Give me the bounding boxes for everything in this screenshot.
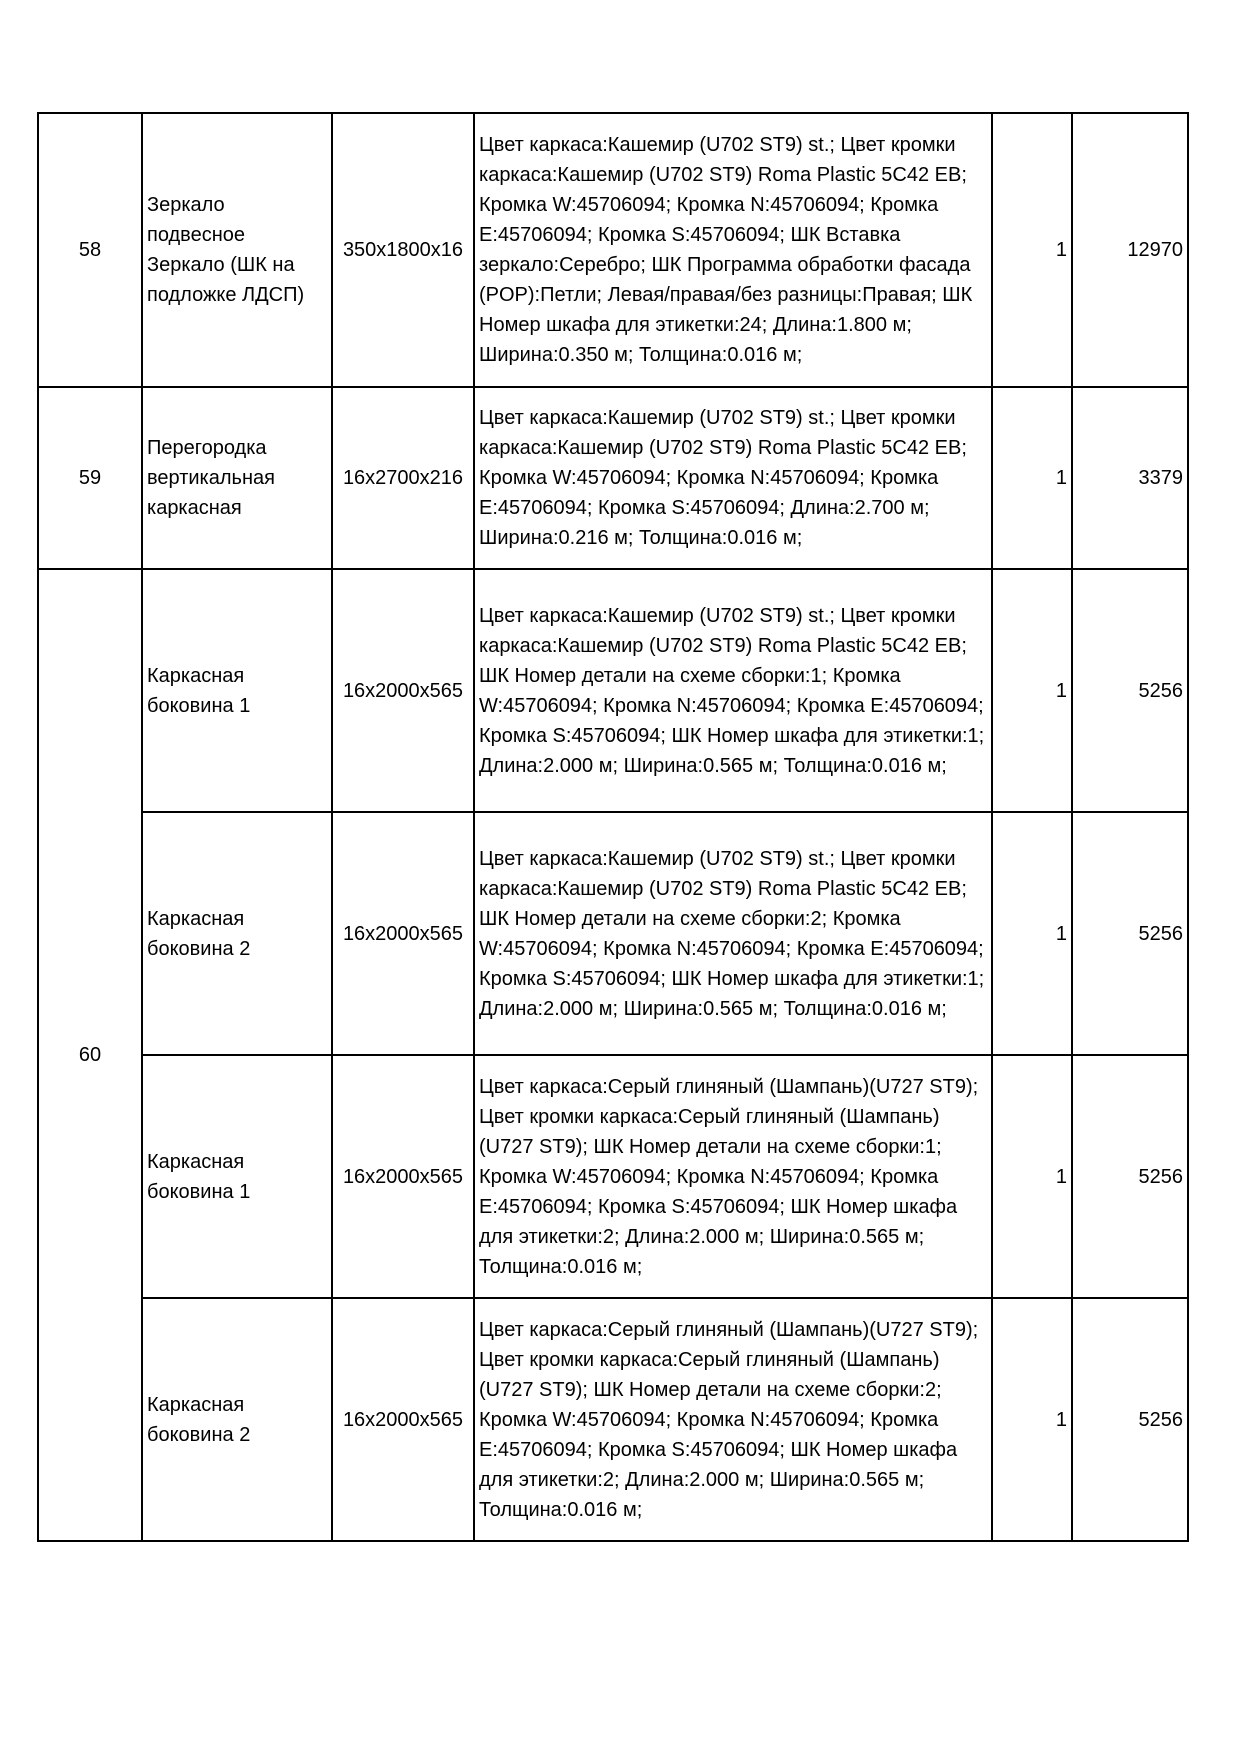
item-name: Каркасная боковина 2 bbox=[142, 1298, 332, 1541]
table-row bbox=[38, 812, 1188, 1055]
item-quantity: 1 bbox=[992, 569, 1072, 812]
item-price: 5256 bbox=[1072, 569, 1188, 812]
item-description: Цвет каркаса:Кашемир (U702 ST9) st.; Цвет кромки каркаса:Кашемир (U702 ST9) Roma Plastic 5C42 EB; ШК Номер детали на схеме сборки:2; Кромка W:45706094; Кромка N:45706094; Кромка E:45706094; Кромка S:45706094; ШК Номер шкафа для этикетки:1; Длина:2.000 м; Ширина:0.565 м; Толщина:0.016 м; bbox=[474, 812, 992, 1055]
table-row bbox=[38, 387, 1188, 569]
item-name: Перегородка вертикальная каркасная bbox=[142, 387, 332, 569]
table-row bbox=[38, 569, 1188, 812]
specification-table bbox=[37, 112, 1189, 1542]
item-name: Каркасная боковина 1 bbox=[142, 1055, 332, 1298]
item-number: 59 bbox=[38, 387, 142, 569]
item-quantity: 1 bbox=[992, 812, 1072, 1055]
item-description: Цвет каркаса:Серый глиняный (Шампань)(U727 ST9); Цвет кромки каркаса:Серый глиняный (Шампань)(U727 ST9); ШК Номер детали на схеме сборки:2; Кромка W:45706094; Кромка N:45706094; Кромка E:45706094; Кромка S:45706094; ШК Номер шкафа для этикетки:2; Длина:2.000 м; Ширина:0.565 м; Толщина:0.016 м; bbox=[474, 1298, 992, 1541]
item-price: 12970 bbox=[1072, 113, 1188, 387]
item-name: Каркасная боковина 2 bbox=[142, 812, 332, 1055]
item-name: Зеркало подвесное Зеркало (ШК на подложке ЛДСП) bbox=[142, 113, 332, 387]
item-quantity: 1 bbox=[992, 387, 1072, 569]
table-row bbox=[38, 1055, 1188, 1298]
item-number: 60 bbox=[38, 569, 142, 1541]
item-description: Цвет каркаса:Кашемир (U702 ST9) st.; Цвет кромки каркаса:Кашемир (U702 ST9) Roma Plastic 5C42 EB; Кромка W:45706094; Кромка N:45706094; Кромка E:45706094; Кромка S:45706094; ШК Вставка зеркало:Серебро; ШК Программа обработки фасада (POP):Петли; Левая/правая/без разницы:Правая; ШК Номер шкафа для этикетки:24; Длина:1.800 м; Ширина:0.350 м; Толщина:0.016 м; bbox=[474, 113, 992, 387]
item-quantity: 1 bbox=[992, 1298, 1072, 1541]
item-price: 5256 bbox=[1072, 812, 1188, 1055]
item-description: Цвет каркаса:Серый глиняный (Шампань)(U727 ST9); Цвет кромки каркаса:Серый глиняный (Шампань)(U727 ST9); ШК Номер детали на схеме сборки:1; Кромка W:45706094; Кромка N:45706094; Кромка E:45706094; Кромка S:45706094; ШК Номер шкафа для этикетки:2; Длина:2.000 м; Ширина:0.565 м; Толщина:0.016 м; bbox=[474, 1055, 992, 1298]
table-row bbox=[38, 113, 1188, 387]
item-size: 16x2000x565 bbox=[332, 569, 474, 812]
item-size: 16x2000x565 bbox=[332, 812, 474, 1055]
table-row bbox=[38, 1298, 1188, 1541]
item-size: 350x1800x16 bbox=[332, 113, 474, 387]
spec-sheet bbox=[37, 112, 1189, 1542]
item-price: 3379 bbox=[1072, 387, 1188, 569]
item-price: 5256 bbox=[1072, 1298, 1188, 1541]
item-size: 16x2000x565 bbox=[332, 1055, 474, 1298]
item-price: 5256 bbox=[1072, 1055, 1188, 1298]
item-number: 58 bbox=[38, 113, 142, 387]
item-quantity: 1 bbox=[992, 1055, 1072, 1298]
item-name: Каркасная боковина 1 bbox=[142, 569, 332, 812]
item-description: Цвет каркаса:Кашемир (U702 ST9) st.; Цвет кромки каркаса:Кашемир (U702 ST9) Roma Plastic 5C42 EB; ШК Номер детали на схеме сборки:1; Кромка W:45706094; Кромка N:45706094; Кромка E:45706094; Кромка S:45706094; ШК Номер шкафа для этикетки:1; Длина:2.000 м; Ширина:0.565 м; Толщина:0.016 м; bbox=[474, 569, 992, 812]
item-quantity: 1 bbox=[992, 113, 1072, 387]
item-size: 16x2000x565 bbox=[332, 1298, 474, 1541]
item-description: Цвет каркаса:Кашемир (U702 ST9) st.; Цвет кромки каркаса:Кашемир (U702 ST9) Roma Plastic 5C42 EB; Кромка W:45706094; Кромка N:45706094; Кромка E:45706094; Кромка S:45706094; Длина:2.700 м; Ширина:0.216 м; Толщина:0.016 м; bbox=[474, 387, 992, 569]
item-size: 16x2700x216 bbox=[332, 387, 474, 569]
